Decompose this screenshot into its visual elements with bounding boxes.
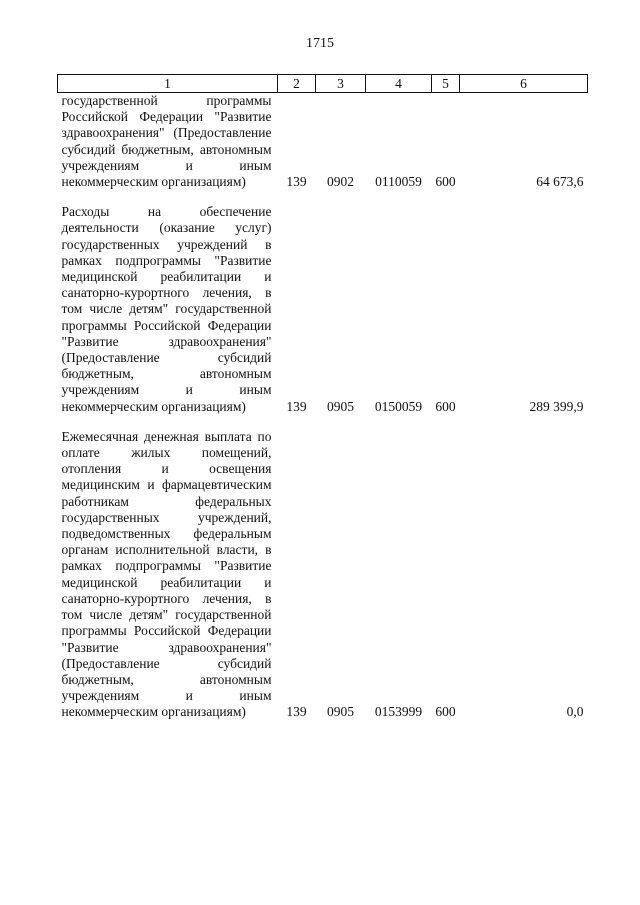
row-col-5: 600 (435, 398, 456, 414)
row-amount: 289 399,9 (529, 398, 584, 414)
header-col-2: 2 (278, 75, 316, 93)
table-body (58, 93, 588, 721)
row-col-4: 0150059 (374, 398, 423, 414)
budget-table (57, 74, 588, 721)
row-col-2: 139 (286, 174, 307, 190)
row-col-4: 0110059 (375, 174, 422, 190)
table-row (58, 93, 588, 191)
row-col-2: 139 (286, 704, 307, 720)
row-col-4: 0153999 (374, 704, 423, 720)
header-col-5: 5 (432, 75, 460, 93)
row-description: Расходы на обеспечение деятельности (оказание услуг) государственных учреждений в рамках подпрограммы "Развитие медицинской реабилитации и санаторно-курортного лечения, в том числе детям" государственной программы Российской Федерации "Развитие здравоохранения" (Предоставление субсидий бюджетным, автономным учреждениям и иным некоммерческим организациям) (61, 204, 272, 414)
row-col-3: 0905 (327, 398, 354, 414)
header-col-3: 3 (316, 75, 366, 93)
page-number: 1715 (306, 36, 334, 51)
row-col-3: 0905 (327, 704, 354, 720)
row-col-5: 600 (435, 704, 456, 720)
row-description: Ежемесячная денежная выплата по оплате жилых помещений, отопления и освещения медицинским и фармацевтическим работникам федеральных государственных учреждений, подведомственных федеральным органам исполнительной власти, в рамках подпрограммы "Развитие медицинской реабилитации и санаторно-курортного лечения, в том числе детям" государственной программы Российской Федерации "Развитие здравоохранения" (Предоставление субсидий бюджетным, автономным учреждениям и иным некоммерческим организациям) (61, 428, 272, 720)
row-amount: 64 673,6 (536, 174, 584, 190)
header-col-4: 4 (366, 75, 432, 93)
row-col-5: 600 (435, 174, 456, 190)
row-description: государственной программы Российской Федерации "Развитие здравоохранения" (Предоставление субсидий бюджетным, автономным учреждениям и иным некоммерческим организациям) (61, 93, 272, 190)
header-row (58, 75, 588, 93)
table-header (58, 75, 588, 93)
header-col-1: 1 (58, 75, 278, 93)
header-col-6: 6 (460, 75, 588, 93)
table-row (58, 415, 588, 721)
row-amount: 0,0 (566, 704, 584, 720)
table-row (58, 190, 588, 415)
row-col-2: 139 (286, 398, 307, 414)
row-col-3: 0902 (327, 174, 354, 190)
